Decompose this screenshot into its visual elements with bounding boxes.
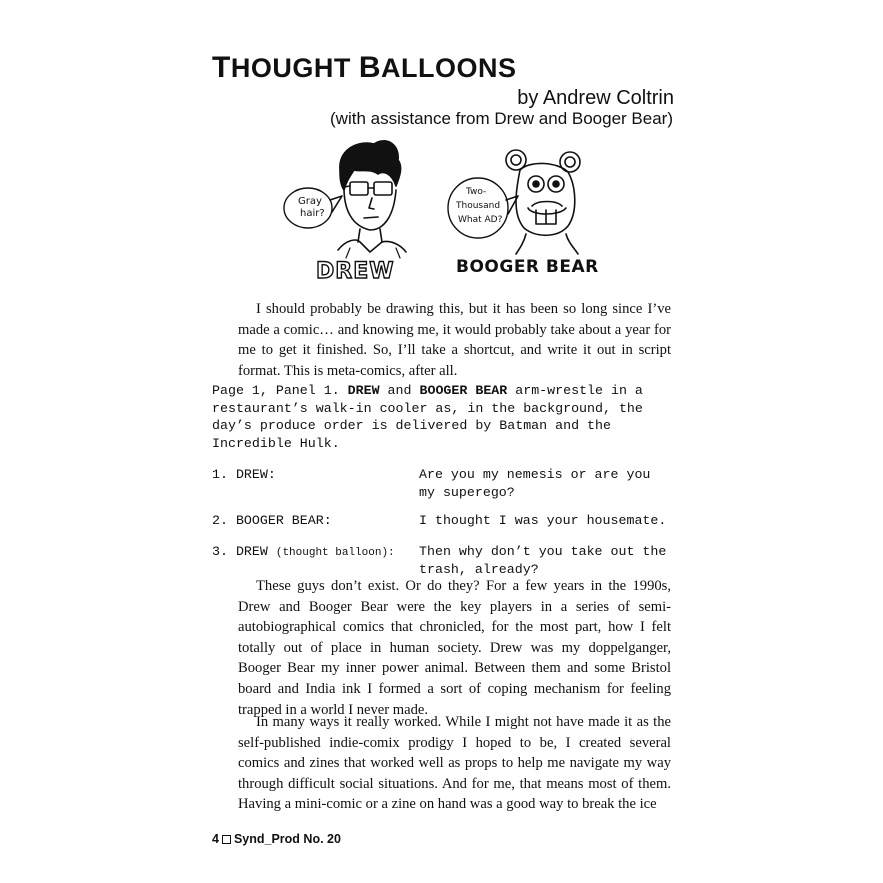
separator-box-icon bbox=[222, 835, 231, 844]
dialogue-speaker: 2. BOOGER BEAR: bbox=[212, 513, 332, 528]
drew-label: DREW bbox=[316, 259, 395, 284]
body-paragraph: These guys don’t exist. Or do they? For a few years in the 1990s, Drew and Booger Bear were the key players in a series of semi-autobiographical comics that chronicled, for the most part, how I felt totally out of place in human society. Drew was my doppelganger, Booger Bear my inner power animal. Between them and some Bristol board and India ink I formed a sort of coping mechanism for feeling trapped in a world I never made. bbox=[238, 578, 671, 718]
bear-balloon-text-2: Thousand bbox=[456, 201, 501, 211]
publication-name: Synd_Prod No. 20 bbox=[233, 832, 341, 846]
bear-balloon-text-1: Two- bbox=[466, 187, 487, 197]
body-paragraph: In many ways it really worked. While I might not have made it as the self-published indie-comix prodigy I hoped to be, I created several comics and zines that worked well as props to help me navigate my way through difficult social situations. And for me, that means most of them. Having a mini-comic or a zine on hand was a good way to break the ice bbox=[238, 714, 671, 813]
booger-bear-label: BOOGER BEAR bbox=[456, 257, 599, 277]
dialogue-text: Then why don’t you take out the trash, already? bbox=[419, 544, 667, 577]
drew-balloon-text-2: hair? bbox=[300, 208, 325, 219]
page-footer bbox=[212, 831, 341, 847]
byline: by Andrew Coltrin bbox=[517, 87, 674, 109]
dialogue-text: I thought I was your housemate. bbox=[419, 513, 667, 528]
script-panel-description: Page 1, Panel 1. DREW and BOOGER BEAR arm-wrestle in a restaurant’s walk-in cooler as, in the background, the day’s produce order is delivered by Batman and the Incredible Hulk. bbox=[212, 383, 643, 451]
dialogue-speaker: 1. DREW: bbox=[212, 467, 276, 482]
article-title: THOUGHT BALLOONS bbox=[212, 51, 517, 84]
intro-paragraph: I should probably be drawing this, but it has been so long since I’ve made a comic… and knowing me, it would probably take about a year for me to get it finished. So, I’ll take a shortcut, and write it out in script format. This is meta-comics, after all. bbox=[238, 301, 671, 379]
drew-balloon-text-1: Gray bbox=[298, 196, 322, 207]
assistance-credit: (with assistance from Drew and Booger Bear) bbox=[330, 109, 673, 128]
characters-illustration bbox=[280, 130, 600, 290]
bear-balloon-text-3: What AD? bbox=[458, 215, 503, 225]
dialogue-speaker: 3. DREW (thought balloon): bbox=[212, 544, 395, 559]
page-number: 4 bbox=[212, 832, 219, 846]
dialogue-text: Are you my nemesis or are you my superego? bbox=[419, 467, 651, 500]
